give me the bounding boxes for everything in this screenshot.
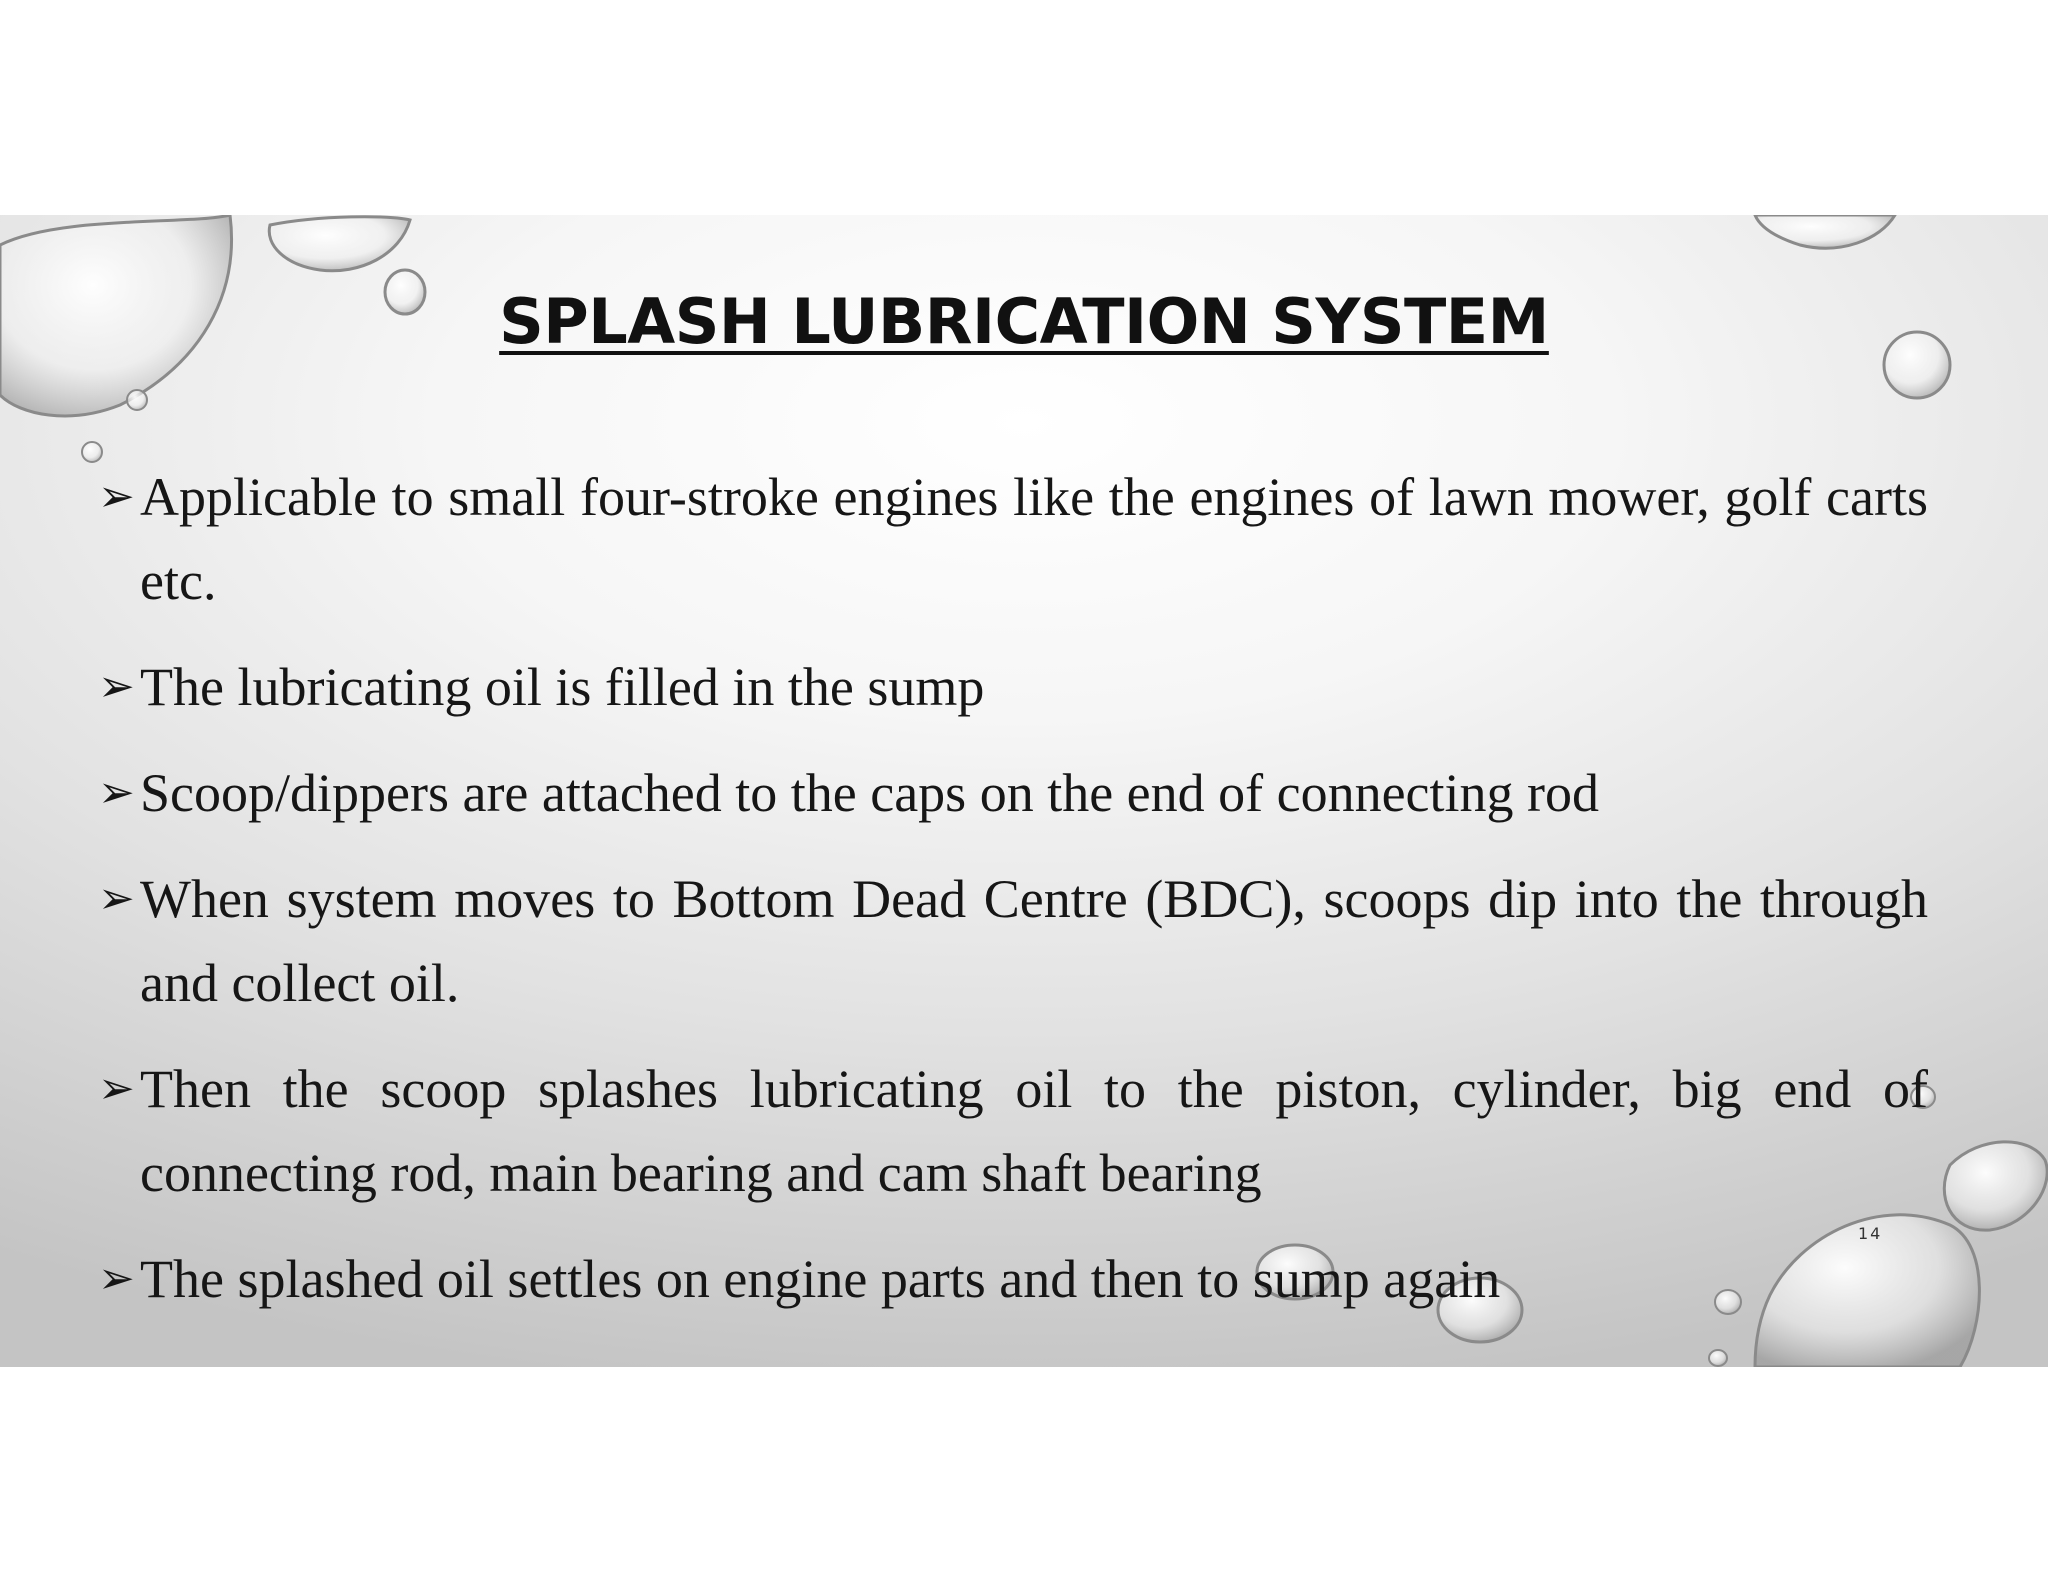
water-drop-icon [1944, 1142, 2047, 1230]
slide-title-text: SPLASH LUBRICATION SYSTEM [499, 285, 1549, 358]
slide-title [0, 285, 2048, 358]
list-item [98, 751, 1928, 835]
bullet-list [98, 455, 1928, 1343]
list-item [98, 857, 1928, 1025]
bullet-text: The lubricating oil is filled in the sump [140, 657, 985, 717]
arrowhead-bullet-icon: ➢ [98, 873, 135, 924]
bullet-text: Scoop/dippers are attached to the caps on the end of connecting rod [140, 763, 1600, 823]
arrowhead-bullet-icon: ➢ [98, 1253, 135, 1304]
bullet-text: The splashed oil settles on engine parts and then to sump again [140, 1249, 1501, 1309]
list-item [98, 455, 1928, 623]
water-drop-icon [1755, 215, 1895, 248]
arrowhead-bullet-icon: ➢ [98, 1063, 135, 1114]
water-drop-icon [127, 390, 147, 410]
list-item [98, 1047, 1928, 1215]
arrowhead-bullet-icon: ➢ [98, 767, 135, 818]
bullet-text: Applicable to small four-stroke engines like the engines of lawn mower, golf carts etc. [140, 467, 1928, 611]
bullet-text: Then the scoop splashes lubricating oil to the piston, cylinder, big end of connecting rod, main bearing and cam shaft bearing [140, 1059, 1928, 1203]
slide [0, 215, 2048, 1367]
list-item [98, 1237, 1928, 1321]
arrowhead-bullet-icon: ➢ [98, 471, 135, 522]
water-drop-icon [1709, 1350, 1727, 1366]
bullet-text: When system moves to Bottom Dead Centre (BDC), scoops dip into the through and collect oil. [140, 869, 1928, 1013]
water-drop-icon [269, 217, 410, 271]
list-item [98, 645, 1928, 729]
page-number: 14 [1858, 1224, 1883, 1243]
arrowhead-bullet-icon: ➢ [98, 661, 135, 712]
